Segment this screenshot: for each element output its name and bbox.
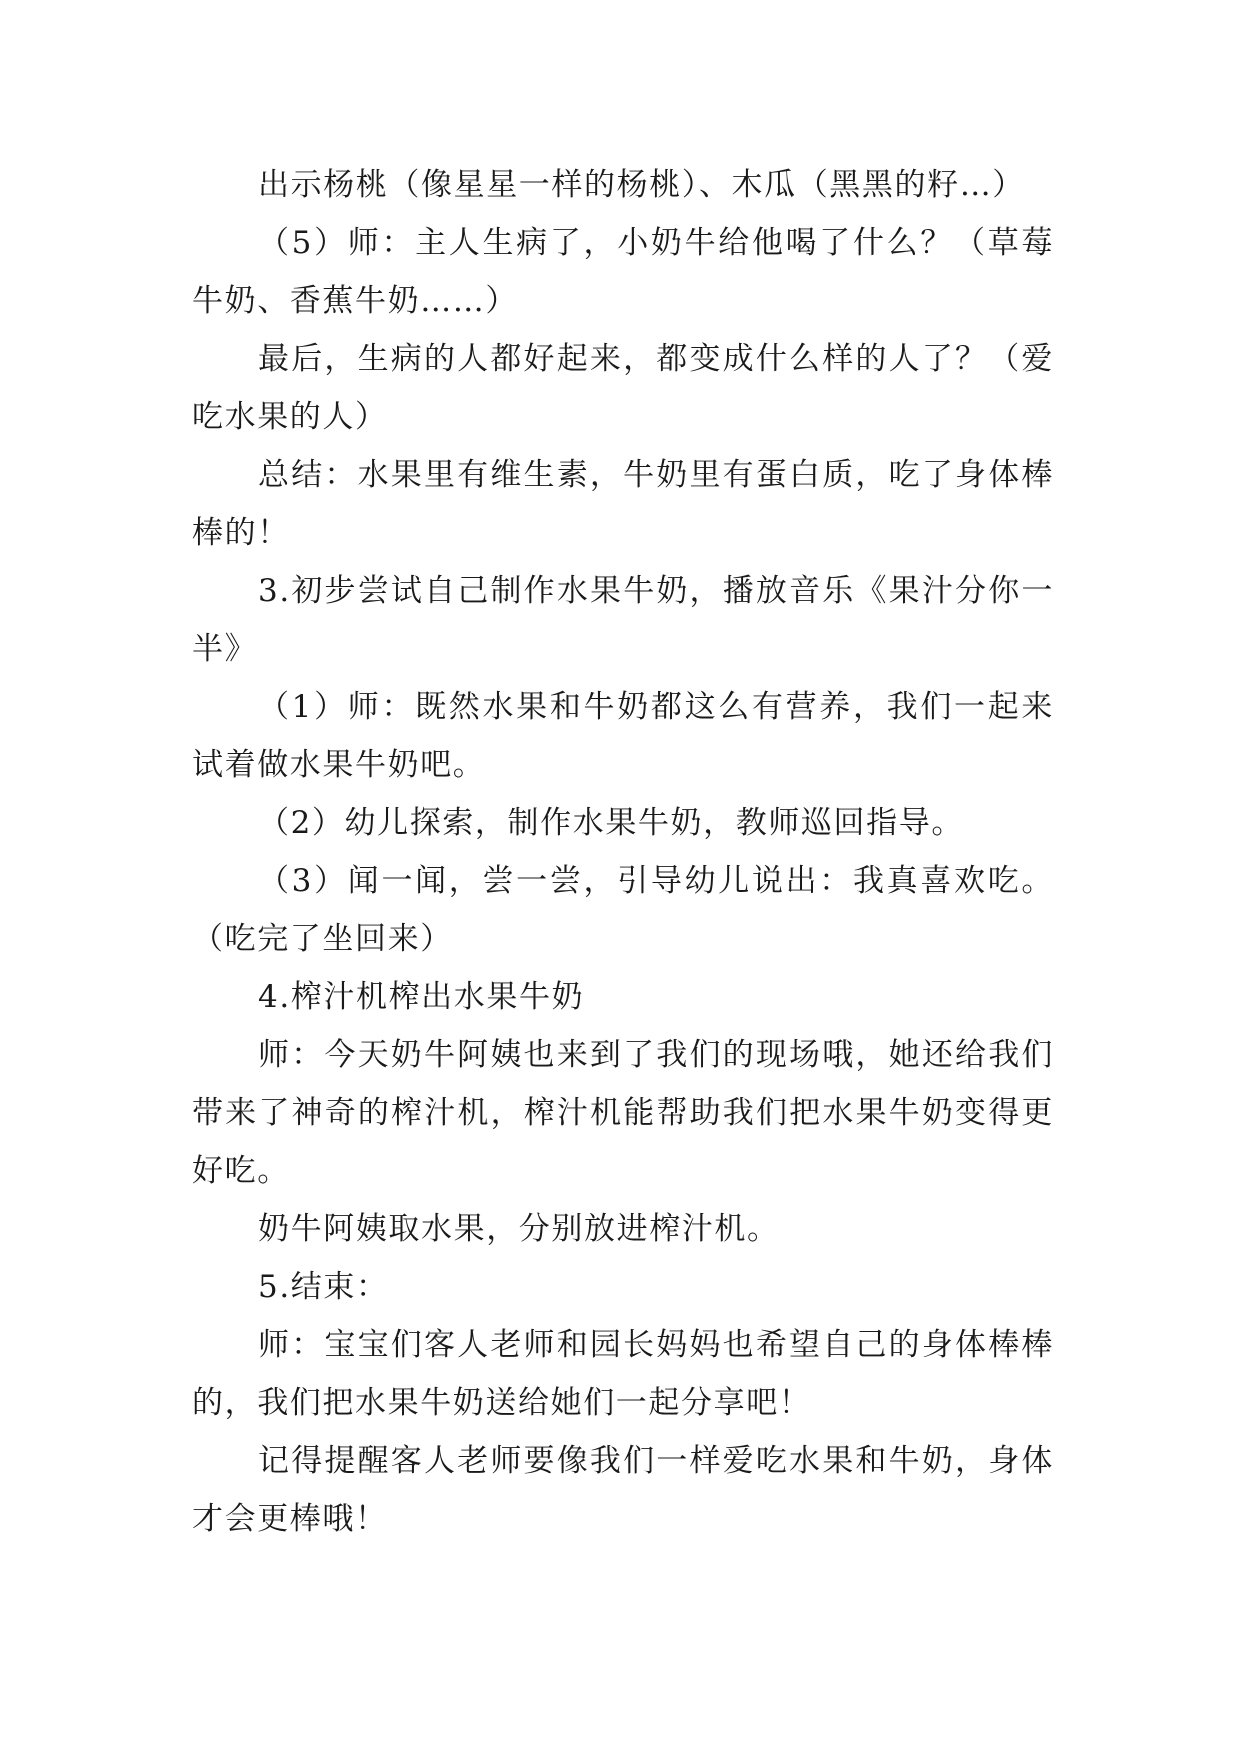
document-body xyxy=(192,156,1054,1548)
section-heading-5: 5.结束： xyxy=(258,1269,389,1305)
paragraph-juicer-action: 奶牛阿姨取水果，分别放进榨汁机。 xyxy=(258,1211,780,1247)
paragraph-share: 师：宝宝们客人老师和园长妈妈也希望自己的身体棒棒的，我们把水果牛奶送给她们一起分享吧！ xyxy=(192,1327,1054,1421)
paragraph-sick-people-recover: 最后，生病的人都好起来，都变成什么样的人了？（爱吃水果的人） xyxy=(192,341,1054,435)
paragraph-summary: 总结：水果里有维生素，牛奶里有蛋白质，吃了身体棒棒的！ xyxy=(192,457,1054,551)
paragraph-step-3-taste: （3）闻一闻，尝一尝，引导幼儿说出：我真喜欢吃。（吃完了坐回来） xyxy=(192,863,1054,957)
paragraph-fruits-shown: 出示杨桃（像星星一样的杨桃）、木瓜（黑黑的籽…） xyxy=(258,167,1025,203)
paragraph-step-5-question: （5）师：主人生病了，小奶牛给他喝了什么？（草莓牛奶、香蕉牛奶……） xyxy=(192,225,1054,319)
paragraph-reminder: 记得提醒客人老师要像我们一样爱吃水果和牛奶，身体才会更棒哦！ xyxy=(192,1443,1054,1537)
section-heading-3: 3.初步尝试自己制作水果牛奶，播放音乐《果汁分你一半》 xyxy=(192,573,1054,667)
paragraph-step-1-try: （1）师：既然水果和牛奶都这么有营养，我们一起来试着做水果牛奶吧。 xyxy=(192,689,1054,783)
paragraph-juicer-intro: 师：今天奶牛阿姨也来到了我们的现场哦，她还给我们带来了神奇的榨汁机，榨汁机能帮助我们把水果牛奶变得更好吃。 xyxy=(192,1037,1054,1189)
paragraph-step-2-explore: （2）幼儿探索，制作水果牛奶，教师巡回指导。 xyxy=(258,805,964,841)
section-heading-4: 4.榨汁机榨出水果牛奶 xyxy=(258,979,585,1015)
